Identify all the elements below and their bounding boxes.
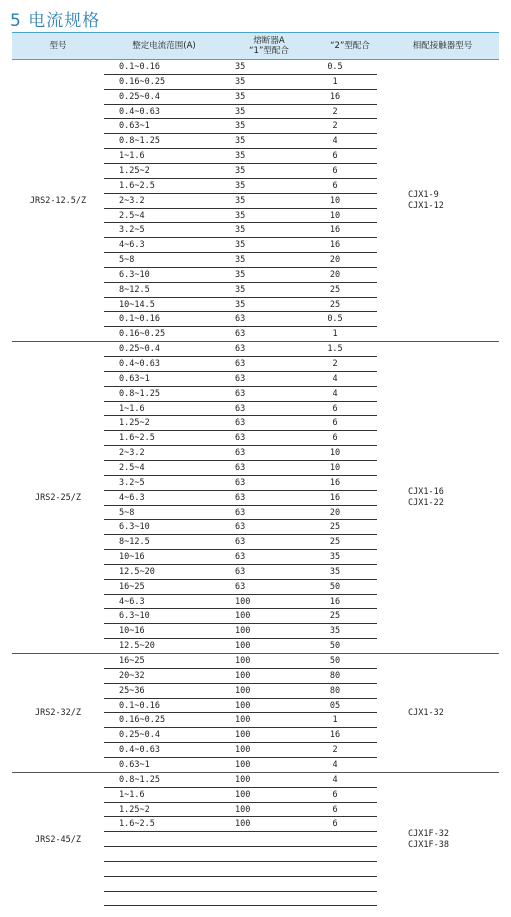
current-range-cell: 8~12.5 — [119, 284, 150, 295]
type2-rating-cell: 25 — [329, 299, 341, 310]
contactor-model: CJX1-9 — [408, 190, 439, 201]
fuse-rating-cell: 100 — [235, 819, 251, 830]
fuse-rating-cell: 35 — [235, 299, 246, 310]
row-divider — [104, 861, 377, 862]
fuse-rating-cell: 100 — [235, 685, 251, 696]
type2-rating-cell: 4 — [332, 759, 338, 770]
fuse-rating-cell: 35 — [235, 255, 246, 266]
fuse-rating-cell: 63 — [235, 314, 246, 325]
current-range-cell: 4~6.3 — [119, 596, 145, 607]
fuse-rating-cell: 63 — [235, 433, 246, 444]
fuse-rating-cell: 35 — [235, 225, 246, 236]
type2-rating-cell: 6 — [332, 789, 338, 800]
fuse-rating-cell: 100 — [235, 730, 251, 741]
current-range-cell: 6.3~10 — [119, 269, 150, 280]
fuse-rating-cell: 35 — [235, 165, 246, 176]
page-title: 5 电流规格 — [10, 11, 101, 31]
current-range-cell: 2.5~4 — [119, 462, 145, 473]
type2-rating-cell: 50 — [329, 656, 341, 666]
current-range-cell: 0.1~0.16 — [119, 62, 160, 72]
fuse-rating-cell: 35 — [235, 269, 246, 280]
type2-rating-cell: 10 — [329, 195, 341, 206]
fuse-rating-cell: 100 — [235, 670, 251, 681]
type2-rating-cell: 6 — [332, 418, 338, 429]
group-divider — [12, 653, 499, 654]
header-fuse — [224, 33, 314, 59]
type2-rating-cell: 6 — [332, 165, 338, 176]
type2-rating-cell: 20 — [329, 269, 341, 280]
fuse-rating-cell: 35 — [235, 91, 246, 102]
current-range-cell: 0.8~1.25 — [119, 388, 160, 399]
type2-rating-cell: 16 — [329, 477, 341, 488]
row-divider — [104, 831, 377, 832]
fuse-rating-cell: 35 — [235, 106, 246, 117]
fuse-rating-cell: 100 — [235, 641, 251, 652]
type2-rating-cell: 50 — [329, 641, 341, 652]
type2-rating-cell: 05 — [329, 700, 341, 711]
type2-rating-cell: 2 — [332, 121, 338, 132]
current-range-cell: 0.8~1.25 — [119, 136, 160, 147]
fuse-rating-cell: 63 — [235, 388, 246, 399]
current-range-cell: 0.63~1 — [119, 373, 150, 384]
type2-rating-cell: 6 — [332, 403, 338, 414]
fuse-rating-cell: 63 — [235, 566, 246, 577]
type2-rating-cell: 16 — [329, 91, 341, 102]
current-range-cell: 4~6.3 — [119, 240, 145, 251]
fuse-rating-cell: 100 — [235, 789, 251, 800]
model-name: JRS2-12.5/Z — [29, 196, 87, 207]
group-divider — [12, 772, 499, 773]
current-range-cell: 16~25 — [119, 581, 145, 592]
current-range-cell: 10~16 — [119, 552, 145, 563]
current-range-cell: 12.5~20 — [119, 566, 155, 577]
type2-rating-cell: 16 — [329, 225, 341, 236]
type2-rating-cell: 35 — [329, 566, 341, 577]
fuse-rating-cell: 63 — [235, 329, 246, 340]
fuse-rating-cell: 35 — [235, 195, 246, 206]
type2-rating-cell: 6 — [332, 433, 338, 444]
type2-rating-cell: 2 — [332, 745, 338, 756]
type2-rating-cell: 20 — [329, 507, 341, 518]
fuse-rating-cell: 100 — [235, 611, 251, 622]
model-name: JRS2-45/Z — [34, 834, 82, 845]
group-divider — [12, 341, 499, 342]
current-range-cell: 1~1.6 — [119, 151, 145, 162]
current-range-cell: 0.25~0.4 — [119, 344, 160, 355]
current-range-cell: 25~36 — [119, 685, 145, 696]
current-range-cell: 16~25 — [119, 656, 145, 666]
model-name: JRS2-25/Z — [34, 493, 82, 504]
fuse-rating-cell: 100 — [235, 759, 251, 770]
row-divider — [104, 891, 377, 892]
row-divider — [104, 905, 377, 906]
fuse-rating-cell: 63 — [235, 507, 246, 518]
fuse-rating-cell: 63 — [235, 418, 246, 429]
type2-rating-cell: 16 — [329, 240, 341, 251]
fuse-rating-cell: 100 — [235, 596, 251, 607]
model-name: JRS2-32/Z — [34, 708, 82, 719]
fuse-rating-cell: 100 — [235, 774, 251, 785]
fuse-rating-cell: 35 — [235, 136, 246, 147]
current-range-cell: 5~8 — [119, 255, 135, 266]
fuse-rating-cell: 63 — [235, 344, 246, 355]
current-range-cell: 1.6~2.5 — [119, 433, 155, 444]
current-range-cell: 2.5~4 — [119, 210, 145, 221]
header-model: 型号 — [49, 41, 67, 51]
current-range-cell: 4~6.3 — [119, 492, 145, 503]
type2-rating-cell: 20 — [329, 255, 341, 266]
header-fuse-line1: 熔断器A — [253, 36, 285, 46]
fuse-rating-cell: 100 — [235, 656, 251, 666]
current-range-cell: 1~1.6 — [119, 789, 145, 800]
contactor-models — [408, 487, 444, 509]
contactor-model: CJX1F-32 — [408, 828, 449, 839]
type2-rating-cell: 25 — [329, 611, 341, 622]
current-range-cell: 0.16~0.25 — [119, 715, 166, 726]
current-range-cell: 20~32 — [119, 670, 145, 681]
type2-rating-cell: 6 — [332, 151, 338, 162]
type2-rating-cell: 1 — [332, 329, 338, 340]
fuse-rating-cell: 35 — [235, 76, 246, 87]
fuse-rating-cell: 35 — [235, 62, 246, 72]
type2-rating-cell: 80 — [329, 670, 341, 681]
header-contactor: 相配接触器型号 — [412, 41, 473, 51]
contactor-model: CJX1-16 — [408, 487, 444, 498]
current-range-cell: 3.2~5 — [119, 477, 145, 488]
contactor-model: CJX1-12 — [408, 201, 444, 212]
fuse-rating-cell: 35 — [235, 180, 246, 191]
type2-rating-cell: 4 — [332, 774, 338, 785]
type2-rating-cell: 0.5 — [327, 314, 343, 325]
current-range-cell: 0.4~0.63 — [119, 359, 160, 369]
type2-rating-cell: 10 — [329, 448, 341, 459]
current-range-cell: 1~1.6 — [119, 403, 145, 414]
type2-rating-cell: 6 — [332, 819, 338, 830]
current-range-cell: 2~3.2 — [119, 195, 145, 206]
fuse-rating-cell: 63 — [235, 373, 246, 384]
current-range-cell: 1.25~2 — [119, 804, 150, 815]
type2-rating-cell: 16 — [329, 730, 341, 741]
fuse-rating-cell: 35 — [235, 284, 246, 295]
type2-rating-cell: 10 — [329, 210, 341, 221]
type2-rating-cell: 16 — [329, 596, 341, 607]
current-range-cell: 0.63~1 — [119, 759, 150, 770]
fuse-rating-cell: 63 — [235, 522, 246, 533]
current-range-cell: 0.4~0.63 — [119, 106, 160, 117]
current-range-cell: 1.6~2.5 — [119, 819, 155, 830]
fuse-rating-cell: 35 — [235, 121, 246, 132]
type2-rating-cell: 6 — [332, 180, 338, 191]
type2-rating-cell: 4 — [332, 136, 338, 147]
type2-rating-cell: 4 — [332, 373, 338, 384]
type2-rating-cell: 16 — [329, 492, 341, 503]
contactor-models — [408, 708, 444, 719]
fuse-rating-cell: 100 — [235, 745, 251, 756]
current-range-cell: 0.25~0.4 — [119, 91, 160, 102]
type2-rating-cell: 80 — [329, 685, 341, 696]
table-header — [12, 32, 499, 60]
type2-rating-cell: 2 — [332, 359, 338, 369]
current-range-cell: 6.3~10 — [119, 522, 150, 533]
current-range-cell: 6.3~10 — [119, 611, 150, 622]
current-range-cell: 10~16 — [119, 626, 145, 637]
fuse-rating-cell: 63 — [235, 448, 246, 459]
type2-rating-cell: 50 — [329, 581, 341, 592]
current-range-cell: 0.25~0.4 — [119, 730, 160, 741]
fuse-rating-cell: 100 — [235, 804, 251, 815]
current-range-cell: 10~14.5 — [119, 299, 155, 310]
current-range-cell: 0.16~0.25 — [119, 76, 166, 87]
type2-rating-cell: 25 — [329, 522, 341, 533]
current-range-cell: 1.6~2.5 — [119, 180, 155, 191]
type2-rating-cell: 35 — [329, 552, 341, 563]
contactor-models — [408, 829, 449, 851]
header-fuse-line2: “1”型配合 — [249, 46, 289, 56]
row-divider — [104, 876, 377, 877]
fuse-rating-cell: 100 — [235, 700, 251, 711]
fuse-rating-cell: 63 — [235, 403, 246, 414]
fuse-rating-cell: 63 — [235, 477, 246, 488]
current-range-cell: 12.5~20 — [119, 641, 155, 652]
type2-rating-cell: 35 — [329, 626, 341, 637]
type2-rating-cell: 6 — [332, 804, 338, 815]
current-range-cell: 1.25~2 — [119, 165, 150, 176]
contactor-model: CJX1F-38 — [408, 839, 449, 850]
current-range-cell: 0.16~0.25 — [119, 329, 166, 340]
current-range-cell: 8~12.5 — [119, 537, 150, 548]
row-divider — [104, 846, 377, 847]
contactor-model: CJX1-32 — [408, 707, 444, 718]
type2-rating-cell: 1 — [332, 715, 338, 726]
fuse-rating-cell: 63 — [235, 462, 246, 473]
current-range-cell: 0.63~1 — [119, 121, 150, 132]
current-range-cell: 3.2~5 — [119, 225, 145, 236]
type2-rating-cell: 0.5 — [327, 62, 343, 72]
current-range-cell: 5~8 — [119, 507, 135, 518]
fuse-rating-cell: 35 — [235, 151, 246, 162]
fuse-rating-cell: 35 — [235, 210, 246, 221]
header-type2: “2”型配合 — [330, 41, 370, 51]
contactor-models — [408, 190, 444, 212]
type2-rating-cell: 25 — [329, 284, 341, 295]
fuse-rating-cell: 100 — [235, 715, 251, 726]
type2-rating-cell: 4 — [332, 388, 338, 399]
type2-rating-cell: 25 — [329, 537, 341, 548]
current-range-cell: 0.1~0.16 — [119, 314, 160, 325]
fuse-rating-cell: 63 — [235, 359, 246, 369]
fuse-rating-cell: 63 — [235, 537, 246, 548]
fuse-rating-cell: 63 — [235, 492, 246, 503]
fuse-rating-cell: 100 — [235, 626, 251, 637]
current-range-cell: 1.25~2 — [119, 418, 150, 429]
fuse-rating-cell: 35 — [235, 240, 246, 251]
current-range-cell: 2~3.2 — [119, 448, 145, 459]
contactor-model: CJX1-22 — [408, 498, 444, 509]
fuse-rating-cell: 63 — [235, 552, 246, 563]
current-range-cell: 0.8~1.25 — [119, 774, 160, 785]
type2-rating-cell: 2 — [332, 106, 338, 117]
type2-rating-cell: 10 — [329, 462, 341, 473]
fuse-rating-cell: 63 — [235, 581, 246, 592]
current-range-cell: 0.1~0.16 — [119, 700, 160, 711]
type2-rating-cell: 1.5 — [327, 344, 343, 355]
header-range: 整定电流范围(A) — [132, 41, 196, 51]
current-range-cell: 0.4~0.63 — [119, 745, 160, 756]
type2-rating-cell: 1 — [332, 76, 338, 87]
